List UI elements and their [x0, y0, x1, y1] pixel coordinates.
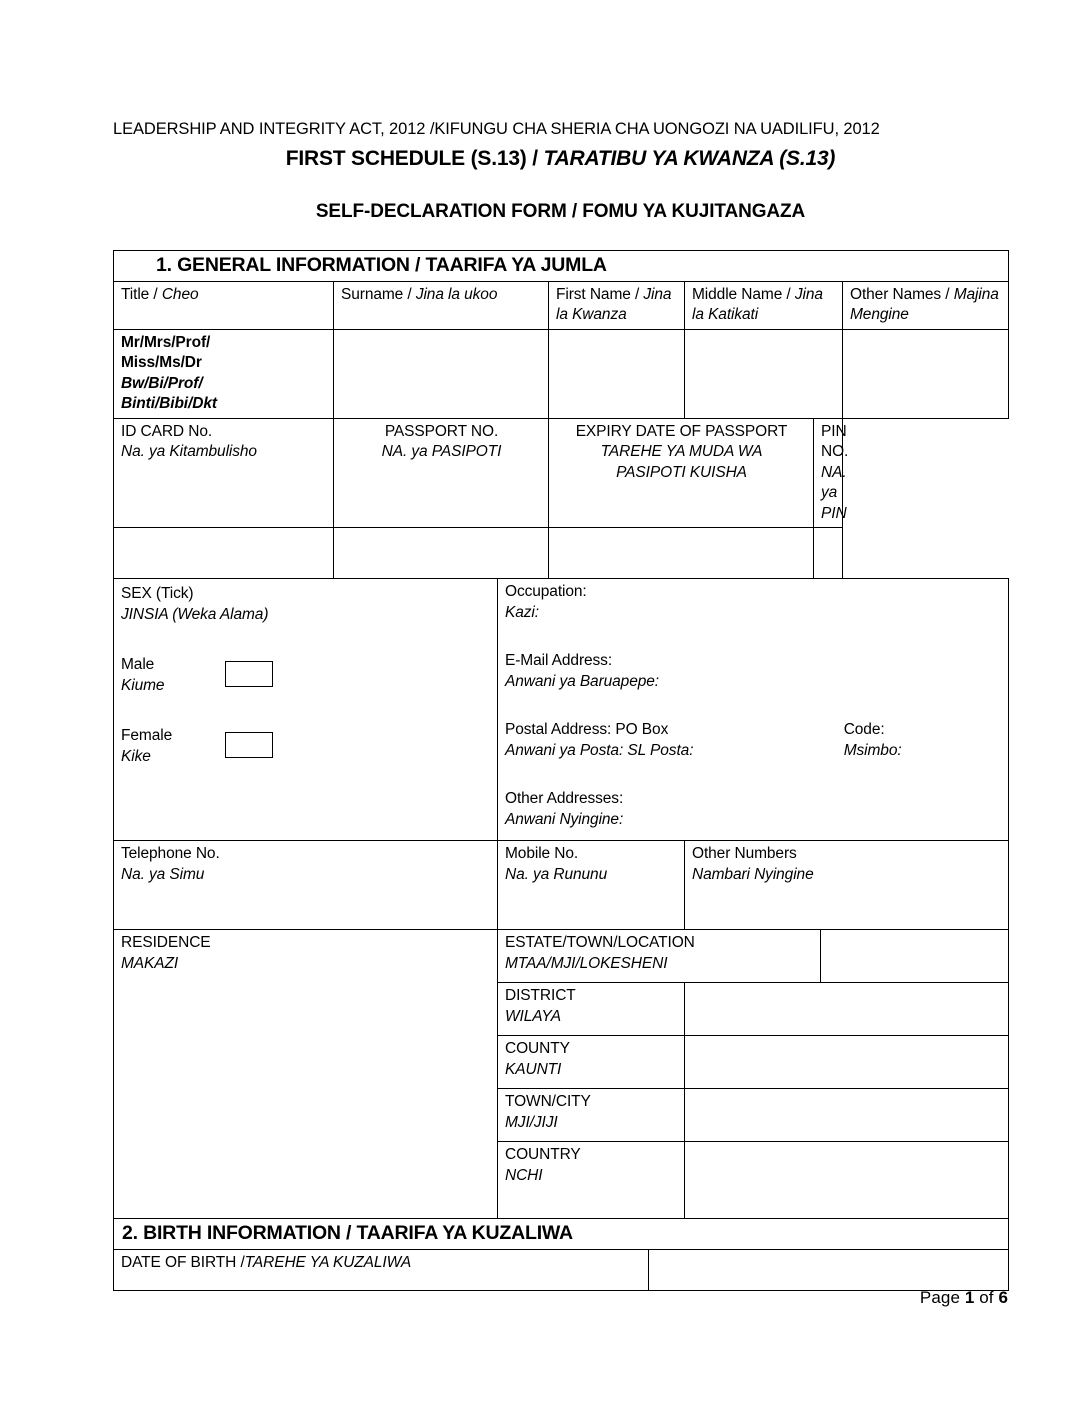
- passport-expiry-input-cell[interactable]: [549, 528, 814, 579]
- passport-expiry-header-sw-1: TAREHE YA MUDA WA: [600, 443, 763, 460]
- surname-input-cell[interactable]: [334, 329, 549, 418]
- schedule-title-line: [113, 144, 1008, 174]
- residence-country-label-en: COUNTRY: [505, 1146, 581, 1163]
- middle-name-header-sw: Jina la Katikati: [692, 285, 823, 323]
- id-card-header-en: ID CARD No.: [121, 422, 213, 440]
- date-of-birth-label-cell: [114, 1249, 649, 1290]
- mobile-label-sw: Na. ya Rununu: [505, 865, 608, 883]
- telephone-label-sw: Na. ya Simu: [121, 865, 205, 883]
- title-options-cell: [114, 329, 334, 418]
- section-header-birth-information: [114, 1219, 1009, 1250]
- pin-input-cell[interactable]: [814, 528, 843, 579]
- other-addresses-label-en: Other Addresses:: [505, 790, 624, 807]
- title-header-cell: [114, 281, 334, 329]
- other-names-header-cell: [843, 281, 1009, 329]
- contact-details-cell: [498, 579, 1009, 841]
- residence-county-label-cell: [498, 1036, 685, 1089]
- residence-label-en: RESIDENCE: [121, 934, 211, 951]
- postal-address-labels: [505, 720, 844, 761]
- name-input-row: [114, 329, 1009, 418]
- sex-cell: [114, 579, 498, 841]
- date-of-birth-label-sw: TAREHE YA KUZALIWA: [244, 1253, 412, 1271]
- self-declaration-form-table: [113, 250, 1009, 1291]
- spacer-2: [505, 692, 1002, 720]
- sex-label-sw: JINSIA (Weka Alama): [121, 605, 269, 623]
- residence-district-input-cell[interactable]: [685, 983, 1009, 1036]
- male-label-en: Male: [121, 656, 155, 673]
- spacer-3: [505, 761, 1002, 789]
- surname-header-sw: Jina la ukoo: [415, 285, 498, 303]
- residence-estate-label-en: ESTATE/TOWN/LOCATION: [505, 934, 695, 951]
- surname-header-cell: [334, 281, 549, 329]
- residence-town-label-sw: MJI/JIJI: [505, 1113, 558, 1131]
- occupation-label-sw: Kazi:: [505, 603, 539, 621]
- pin-header-cell: [814, 418, 849, 528]
- schedule-title-sw: TARATIBU YA KWANZA (S.13): [543, 147, 836, 170]
- title-options-sw-line2: Binti/Bibi/Dkt: [121, 395, 217, 412]
- female-checkbox[interactable]: [225, 732, 273, 758]
- identity-input-row: [114, 528, 1009, 579]
- other-numbers-label-sw: Nambari Nyingine: [692, 865, 814, 883]
- residence-town-input-cell[interactable]: [685, 1089, 1009, 1142]
- male-checkbox[interactable]: [225, 661, 273, 687]
- male-label-group: [121, 655, 164, 696]
- male-label-sw: Kiume: [121, 676, 165, 694]
- email-label-group: [505, 651, 1002, 692]
- other-addresses-group: [505, 789, 1002, 830]
- footer-page-total: 6: [998, 1288, 1008, 1307]
- first-name-header-sw: Jina la Kwanza: [556, 285, 672, 323]
- title-options-en-line1: Mr/Mrs/Prof/: [121, 333, 211, 351]
- code-label-sw: Msimbo:: [843, 741, 902, 759]
- telephone-label-en: Telephone No.: [121, 845, 220, 862]
- residence-town-label-cell: [498, 1089, 685, 1142]
- female-label-sw: Kike: [121, 747, 151, 765]
- residence-estate-label-sw: MTAA/MJI/LOKESHENI: [505, 954, 668, 972]
- document-heading: [113, 118, 1008, 225]
- middle-name-input-cell[interactable]: [685, 329, 843, 418]
- mobile-label-en: Mobile No.: [505, 845, 579, 862]
- other-addresses-label-sw: Anwani Nyingine:: [505, 810, 624, 828]
- postal-code-labels: [844, 720, 1002, 761]
- mobile-cell[interactable]: [498, 841, 685, 930]
- form-title-line: SELF-DECLARATION FORM / FOMU YA KUJITANGAZA: [315, 201, 806, 222]
- residence-label-sw: MAKAZI: [121, 954, 179, 972]
- other-names-header-sw: Majina Mengine: [850, 285, 999, 323]
- page-footer: [113, 1288, 1008, 1308]
- act-citation-line: LEADERSHIP AND INTEGRITY ACT, 2012 /KIFUNGU CHA SHERIA CHA UONGOZI NA UADILIFU, 2012: [113, 120, 880, 138]
- pin-header-en: PIN NO.: [821, 422, 849, 460]
- occupation-label-group: [505, 582, 1002, 623]
- passport-expiry-header-cell: [549, 418, 814, 528]
- date-of-birth-input-cell[interactable]: [649, 1249, 1009, 1290]
- id-card-header-cell: [114, 418, 334, 528]
- residence-district-label-cell: [498, 983, 685, 1036]
- residence-estate-label-cell: [498, 930, 821, 983]
- passport-header-cell: [334, 418, 549, 528]
- residence-row-estate: [114, 930, 1009, 983]
- id-card-header-sw: Na. ya Kitambulisho: [121, 443, 257, 460]
- passport-header-sw: NA. ya PASIPOTI: [381, 443, 502, 460]
- first-name-header-cell: [549, 281, 685, 329]
- residence-county-input-cell[interactable]: [685, 1036, 1009, 1089]
- postal-label-en: Postal Address: PO Box: [505, 721, 669, 738]
- section-header-general-information: [114, 251, 1009, 282]
- other-numbers-label-en: Other Numbers: [692, 845, 797, 862]
- residence-country-label-cell: [498, 1142, 685, 1219]
- residence-county-label-sw: KAUNTI: [505, 1060, 562, 1078]
- sex-label-en: SEX (Tick): [121, 585, 194, 602]
- title-header-sw: Cheo: [161, 285, 199, 303]
- residence-country-input-cell[interactable]: [685, 1142, 1009, 1219]
- middle-name-header-cell: [685, 281, 843, 329]
- passport-header-en: PASSPORT NO.: [384, 422, 499, 440]
- residence-district-label-en: DISTRICT: [505, 987, 576, 1004]
- title-options-sw-line1: Bw/Bi/Prof/: [121, 374, 203, 392]
- email-label-sw: Anwani ya Baruapepe:: [505, 672, 659, 690]
- footer-page-middle: of: [974, 1288, 999, 1307]
- phone-numbers-row: [114, 841, 1009, 930]
- other-names-input-cell[interactable]: [843, 329, 1009, 418]
- identity-header-row: [114, 418, 1009, 528]
- email-label-en: E-Mail Address:: [505, 652, 613, 669]
- footer-page-current: 1: [964, 1288, 975, 1307]
- id-card-input-cell[interactable]: [114, 528, 334, 579]
- other-numbers-cell[interactable]: [685, 841, 1009, 930]
- first-name-header-en: First Name /: [556, 285, 644, 303]
- residence-district-label-sw: WILAYA: [505, 1007, 561, 1025]
- residence-label-cell: [114, 930, 498, 1219]
- residence-estate-input-cell[interactable]: [821, 930, 1009, 983]
- other-names-header-en: Other Names /: [850, 285, 954, 303]
- first-name-input-cell[interactable]: [549, 329, 685, 418]
- postal-address-group: [505, 720, 1002, 761]
- female-label-en: Female: [121, 727, 173, 744]
- code-label-en: Code:: [843, 721, 885, 738]
- occupation-label-en: Occupation:: [505, 583, 587, 600]
- name-header-row: [114, 281, 1009, 329]
- sex-and-contact-row: [114, 579, 1009, 841]
- title-options-en-line2: Miss/Ms/Dr: [121, 354, 202, 371]
- sex-label-group: [121, 584, 268, 625]
- postal-label-sw: Anwani ya Posta: SL Posta:: [505, 741, 694, 759]
- telephone-cell[interactable]: [114, 841, 498, 930]
- passport-expiry-header-sw-2: PASIPOTI KUISHA: [616, 463, 747, 481]
- section-header-general-information-label: 1. GENERAL INFORMATION / TAARIFA YA JUMLA: [114, 251, 1009, 282]
- middle-name-header-en: Middle Name /: [692, 285, 795, 303]
- female-label-group: [121, 726, 172, 767]
- surname-header-en: Surname /: [341, 285, 416, 303]
- passport-expiry-header-en: EXPIRY DATE OF PASSPORT: [575, 422, 788, 440]
- date-of-birth-row: [114, 1249, 1009, 1290]
- spacer-1: [505, 623, 1002, 651]
- residence-country-label-sw: NCHI: [505, 1166, 543, 1184]
- pin-header-sw: NA. ya PIN: [821, 463, 847, 522]
- footer-page-prefix: Page: [919, 1288, 965, 1307]
- date-of-birth-label-en: DATE OF BIRTH /: [121, 1253, 245, 1271]
- passport-input-cell[interactable]: [334, 528, 549, 579]
- section-header-birth-information-label: 2. BIRTH INFORMATION / TAARIFA YA KUZALIWA: [114, 1219, 1009, 1250]
- residence-county-label-en: COUNTY: [505, 1040, 570, 1057]
- residence-town-label-en: TOWN/CITY: [505, 1093, 591, 1110]
- schedule-title-en: FIRST SCHEDULE (S.13) /: [285, 147, 544, 170]
- title-header-en: Title /: [121, 285, 162, 303]
